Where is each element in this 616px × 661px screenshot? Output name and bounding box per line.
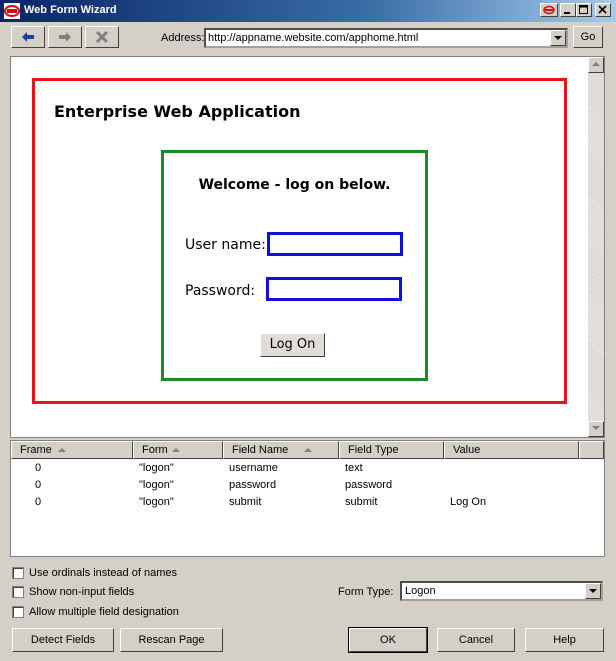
fields-table[interactable] bbox=[10, 440, 605, 557]
help-button[interactable]: Help bbox=[525, 628, 604, 652]
back-arrow-icon bbox=[21, 30, 35, 44]
sort-arrow-icon bbox=[172, 448, 180, 453]
title-bar bbox=[0, 0, 616, 22]
cancel-button[interactable]: Cancel bbox=[437, 628, 515, 652]
show-non-input-label[interactable]: Show non-input fields bbox=[29, 586, 135, 598]
restore-icon bbox=[543, 5, 555, 15]
maximize-icon bbox=[579, 5, 589, 15]
scroll-down-button[interactable] bbox=[588, 421, 604, 437]
close-button[interactable] bbox=[595, 3, 611, 17]
column-header-field-type[interactable]: Field Type bbox=[339, 441, 444, 459]
column-header-filler bbox=[579, 441, 604, 459]
detect-fields-button[interactable]: Detect Fields bbox=[12, 628, 114, 652]
allow-multiple-label[interactable]: Allow multiple field designation bbox=[29, 606, 179, 618]
allow-multiple-checkbox[interactable] bbox=[12, 606, 24, 618]
show-non-input-checkbox[interactable] bbox=[12, 586, 24, 598]
forward-button[interactable] bbox=[48, 26, 82, 48]
close-icon bbox=[598, 5, 608, 15]
table-row[interactable]: 0 "logon" username text bbox=[35, 462, 363, 474]
page-preview bbox=[10, 56, 605, 438]
restore-button[interactable] bbox=[540, 3, 558, 17]
table-row[interactable]: 0 "logon" submit submit Log On bbox=[35, 496, 487, 508]
forward-arrow-icon bbox=[58, 30, 72, 44]
column-header-value[interactable]: Value bbox=[444, 441, 579, 459]
password-label: Password: bbox=[185, 283, 256, 299]
address-combobox[interactable] bbox=[204, 28, 568, 48]
use-ordinals-checkbox[interactable] bbox=[12, 567, 24, 579]
form-type-value: Logon bbox=[405, 585, 436, 597]
sort-arrow-icon bbox=[58, 448, 66, 453]
minimize-button[interactable] bbox=[560, 3, 576, 17]
address-input[interactable] bbox=[208, 31, 548, 45]
logon-form-outline[interactable] bbox=[161, 150, 428, 381]
form-type-dropdown-button[interactable] bbox=[585, 583, 601, 599]
logon-button[interactable]: Log On bbox=[260, 333, 325, 357]
table-row[interactable]: 0 "logon" password password bbox=[35, 479, 393, 491]
username-label: User name: bbox=[185, 237, 266, 253]
back-button[interactable] bbox=[11, 26, 45, 48]
sort-arrow-icon bbox=[304, 448, 312, 453]
vertical-scrollbar[interactable] bbox=[588, 57, 604, 437]
page-app-title: Enterprise Web Application bbox=[54, 102, 301, 121]
chevron-down-icon bbox=[554, 36, 562, 41]
password-field[interactable] bbox=[266, 277, 402, 301]
stop-x-icon bbox=[95, 30, 109, 44]
scroll-up-button[interactable] bbox=[588, 57, 604, 73]
password-input[interactable] bbox=[269, 280, 399, 298]
app-logo-icon bbox=[4, 3, 20, 19]
form-type-label: Form Type: bbox=[338, 586, 394, 598]
column-header-field-name[interactable]: Field Name bbox=[223, 441, 339, 459]
stop-button[interactable] bbox=[85, 26, 119, 48]
address-dropdown-button[interactable] bbox=[550, 30, 566, 46]
chevron-up-icon bbox=[592, 62, 600, 67]
form-type-select[interactable] bbox=[400, 581, 603, 601]
username-field[interactable] bbox=[267, 232, 403, 256]
use-ordinals-label[interactable]: Use ordinals instead of names bbox=[29, 567, 177, 579]
minimize-icon bbox=[563, 5, 573, 15]
go-button[interactable]: Go bbox=[573, 26, 603, 48]
window-title: Web Form Wizard bbox=[24, 4, 117, 16]
address-label: Address: bbox=[161, 32, 205, 44]
toolbar bbox=[0, 22, 616, 54]
rescan-page-button[interactable]: Rescan Page bbox=[120, 628, 223, 652]
username-input[interactable] bbox=[270, 235, 400, 253]
maximize-button[interactable] bbox=[576, 3, 592, 17]
chevron-down-icon bbox=[592, 426, 600, 431]
ok-button[interactable]: OK bbox=[349, 628, 427, 652]
column-header-frame[interactable]: Frame bbox=[11, 441, 133, 459]
welcome-heading: Welcome - log on below. bbox=[198, 177, 391, 193]
table-header bbox=[11, 441, 604, 459]
column-header-form[interactable]: Form bbox=[133, 441, 223, 459]
chevron-down-icon bbox=[589, 589, 597, 594]
